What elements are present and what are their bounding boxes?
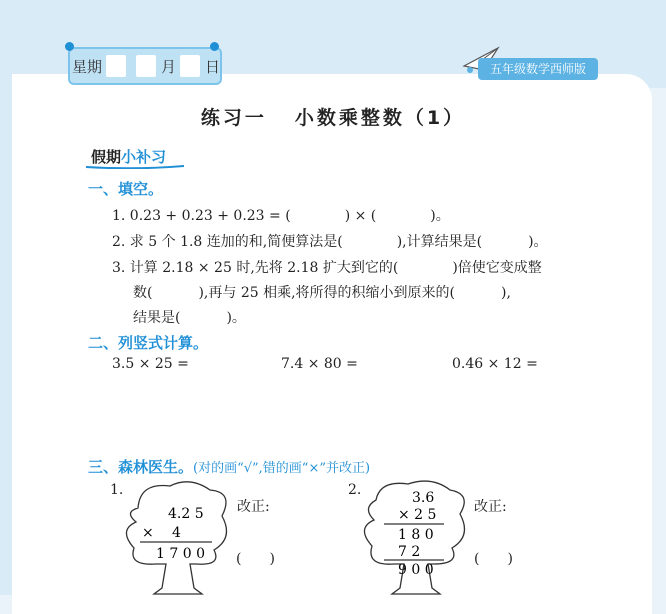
question-2: 2. 求 5 个 1.8 连加的和,简便算法是( ),计算结果是( )。 <box>112 234 548 250</box>
calc-item: 7.4 × 80 = <box>281 356 358 372</box>
tree1-multiplicand: 4.2 5 <box>168 506 204 522</box>
tree-problem-2 <box>348 480 478 595</box>
tree1-multiplier: 4 <box>172 525 181 541</box>
tree2-result: 9 0 0 <box>398 562 434 578</box>
question-3-line3: 结果是( )。 <box>133 310 246 326</box>
tree1-number: 1. <box>110 482 124 498</box>
month-label: 月 <box>161 58 177 76</box>
month-input-box[interactable] <box>136 55 156 77</box>
date-clip <box>68 47 222 85</box>
section2-heading: 二、列竖式计算。 <box>88 334 209 352</box>
judge-paren-2[interactable]: ( ) <box>474 551 513 567</box>
fix-label-2: 改正: <box>474 499 507 515</box>
calc-item: 3.5 × 25 = <box>112 356 189 372</box>
page-title <box>0 103 666 130</box>
tree2-multiplier: × 2 5 <box>398 507 437 523</box>
review-badge: 假期小补习 <box>91 148 167 166</box>
title-left: 练习一 <box>200 107 267 129</box>
tree-problem-1 <box>110 480 240 595</box>
judge-paren-1[interactable]: ( ) <box>236 551 275 567</box>
pin-icon <box>65 42 74 51</box>
tree1-result: 1 7 0 0 <box>156 546 205 562</box>
question-1: 1. 0.23 + 0.23 + 0.23 = ( ) × ( )。 <box>112 208 450 224</box>
day-input-box[interactable] <box>180 55 200 77</box>
tree2-partial-1: 1 8 0 <box>398 527 434 543</box>
tree1-operator: × <box>142 525 154 541</box>
question-3-line1: 3. 计算 2.18 × 25 时,先将 2.18 扩大到它的( )倍使它变成整 <box>112 260 542 276</box>
question-3-line2: 数( ),再与 25 相乘,将所得的积缩小到原来的( ), <box>133 285 511 301</box>
day-label: 日 <box>205 58 221 76</box>
fix-label-1: 改正: <box>237 499 270 515</box>
tree2-multiplicand: 3.6 <box>412 490 435 506</box>
tree2-number: 2. <box>348 482 362 498</box>
edition-tab: 五年级数学西师版 <box>478 58 598 80</box>
calc-item: 0.46 × 12 = <box>452 356 538 372</box>
week-label: 星期 <box>72 58 103 76</box>
badge-underline <box>86 165 184 169</box>
section3-heading: 三、森林医生。(对的画“√”,错的画“×”并改正) <box>88 458 371 476</box>
tree2-partial-2: 7 2 <box>398 544 421 560</box>
section1-heading: 一、填空。 <box>88 180 164 198</box>
pin-icon <box>210 42 219 51</box>
week-input-box[interactable] <box>106 55 126 77</box>
left-strip <box>0 0 12 595</box>
title-right: 小数乘整数（1） <box>294 107 466 129</box>
